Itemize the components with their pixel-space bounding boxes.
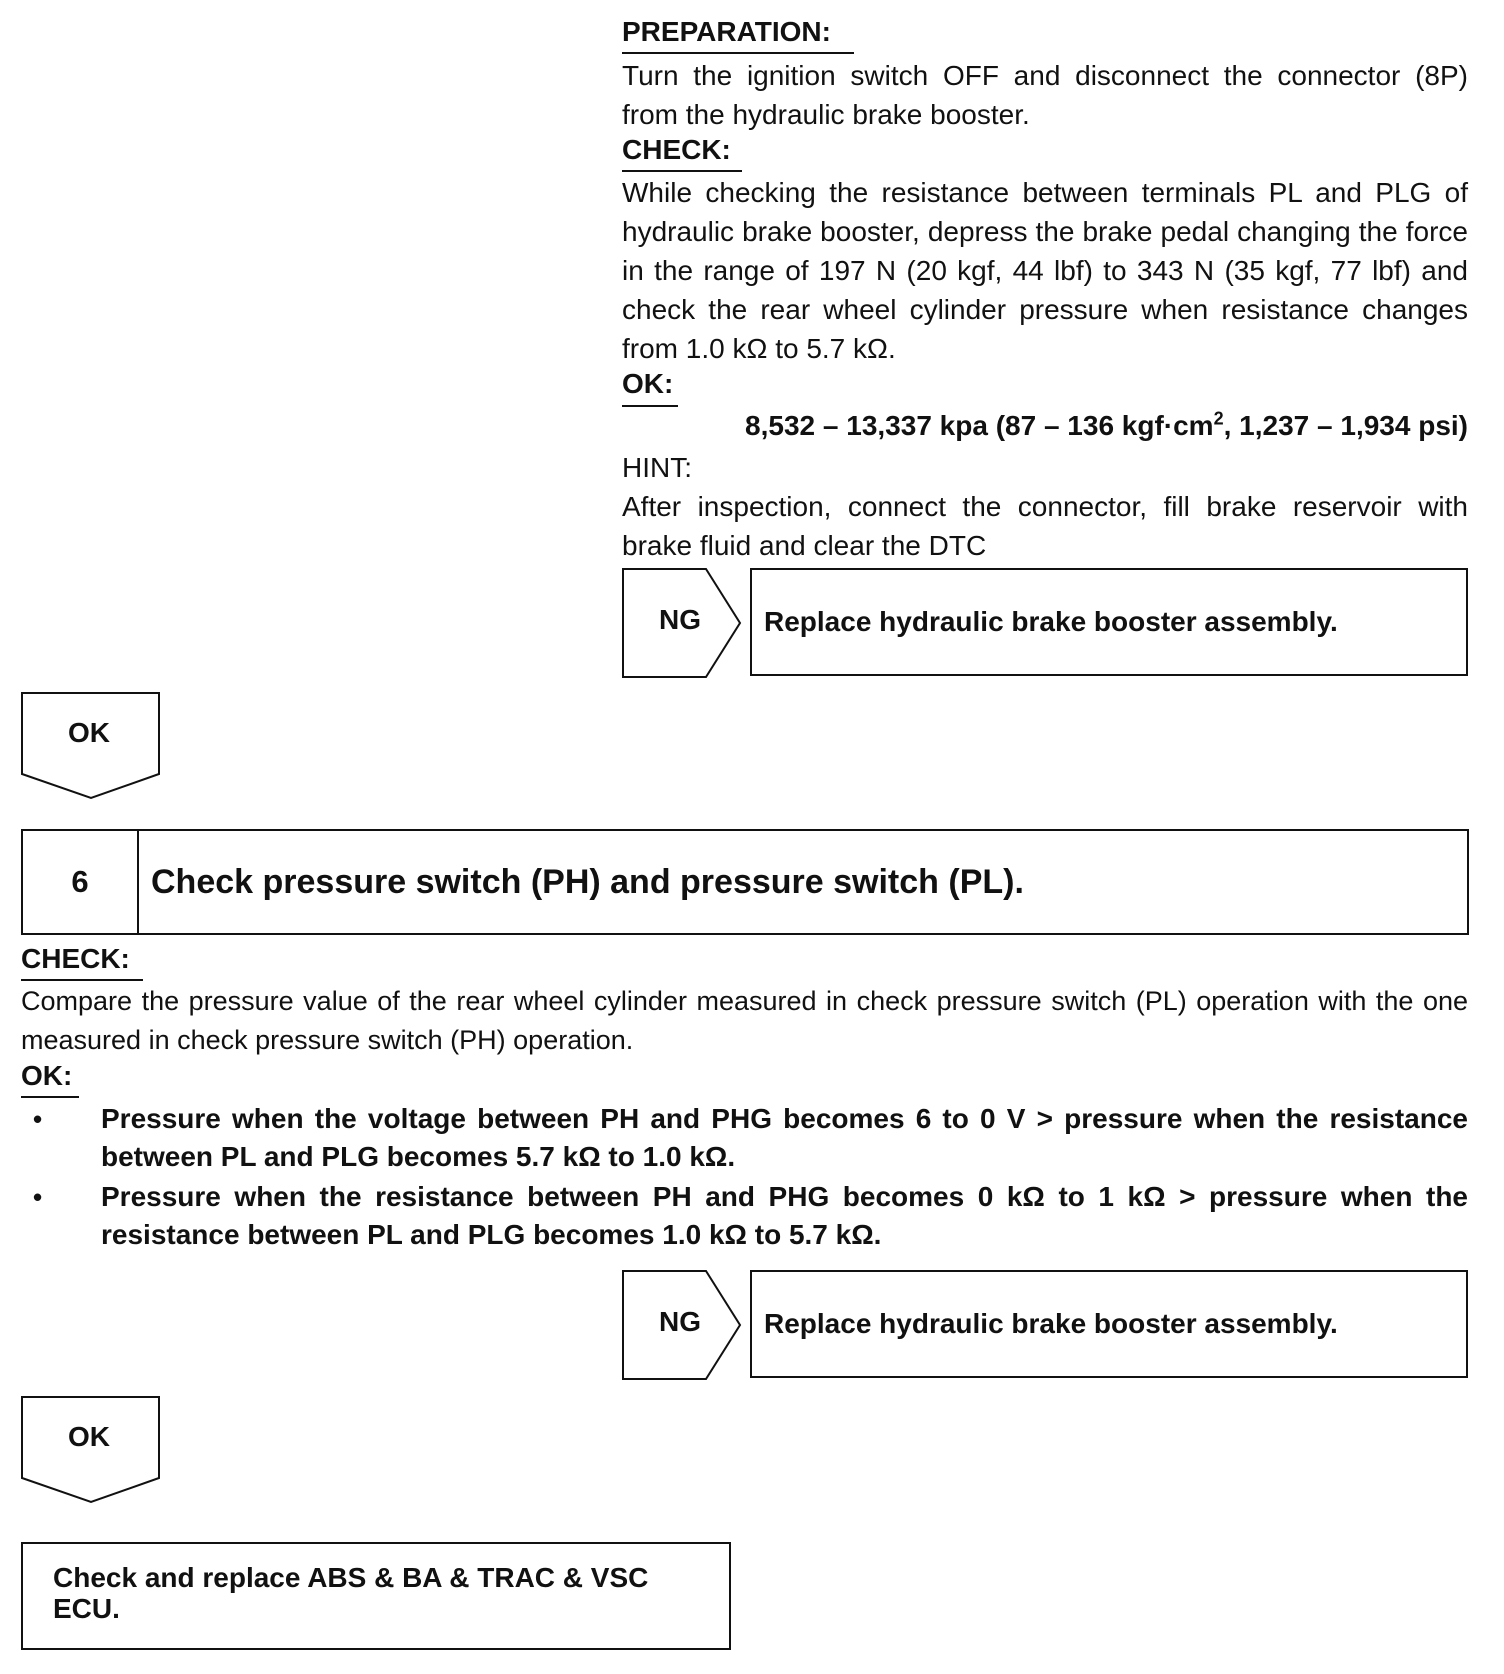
preparation-underline <box>622 52 854 54</box>
hint-label: HINT: <box>622 452 692 483</box>
preparation-heading-text: PREPARATION: <box>622 16 831 47</box>
ok-spec-tail: , 1,237 – 1,934 psi) <box>1223 410 1468 441</box>
ok-spec-superscript: 2 <box>1213 408 1224 429</box>
check-text: While checking the resistance between terminals PL and PLG of hydraulic brake booster, depress the brake pedal changing the force in the range of 197 N (20 kgf, 44 lbf) to 343 N (35 kgf, 77 lbf) and check the rear wheel cylinder pressure when resistance changes from 1.0 kΩ to 5.7 kΩ. <box>622 177 1468 364</box>
ng-label: NG <box>659 1306 701 1337</box>
final-action-box <box>21 1542 731 1650</box>
check-heading-text: CHECK: <box>622 134 731 165</box>
step-title: Check pressure switch (PH) and pressure switch (PL). <box>151 862 1024 901</box>
ok-criteria-item <box>21 1100 1468 1178</box>
ok-criteria-text: Pressure when the voltage between PH and PHG becomes 6 to 0 V > pressure when the resistance between PL and PLG becomes 5.7 kΩ to 1.0 kΩ. <box>101 1103 1468 1172</box>
ok-heading-text: OK: <box>622 368 674 399</box>
bullet-dot: • <box>33 1182 43 1212</box>
preparation-text: Turn the ignition switch OFF and disconnect the connector (8P) from the hydraulic brake booster. <box>622 60 1468 130</box>
hint-text: After inspection, connect the connector, fill brake reservoir with brake fluid and clear the DTC <box>622 491 1468 561</box>
ok-arrow-label: OK <box>68 1421 110 1452</box>
final-action-text: Check and replace ABS & BA & TRAC & VSC ECU. <box>53 1562 649 1624</box>
ok-spec-main: 8,532 – 13,337 kpa (87 – 136 kgf·cm <box>745 410 1214 441</box>
ng-result-text: Replace hydraulic brake booster assembly. <box>764 1308 1338 1339</box>
bullet-dot: • <box>33 1104 43 1134</box>
ng-result-box <box>750 1270 1468 1378</box>
step-number: 6 <box>23 831 139 933</box>
ok-arrow-label: OK <box>68 717 110 748</box>
step6-ok-underline <box>21 1096 79 1098</box>
step6-check-underline <box>21 979 143 981</box>
step-header <box>21 829 1469 935</box>
step6-ok-heading-text: OK: <box>21 1060 73 1091</box>
ok-criteria-item <box>21 1178 1468 1256</box>
ng-label: NG <box>659 604 701 635</box>
ok-spec <box>745 408 1468 444</box>
step6-check-heading-text: CHECK: <box>21 943 130 974</box>
step6-check-text: Compare the pressure value of the rear wheel cylinder measured in check pressure switch (PL) operation with the one measured in check pressure switch (PH) operation. <box>21 986 1468 1055</box>
ok-criteria-text: Pressure when the resistance between PH and PHG becomes 0 kΩ to 1 kΩ > pressure when the resistance between PL and PLG becomes 1.0 kΩ to 5.7 kΩ. <box>101 1181 1468 1250</box>
ok-underline <box>622 405 678 407</box>
ng-result-text: Replace hydraulic brake booster assembly. <box>764 606 1338 637</box>
check-underline <box>622 170 742 172</box>
ng-result-box <box>750 568 1468 676</box>
